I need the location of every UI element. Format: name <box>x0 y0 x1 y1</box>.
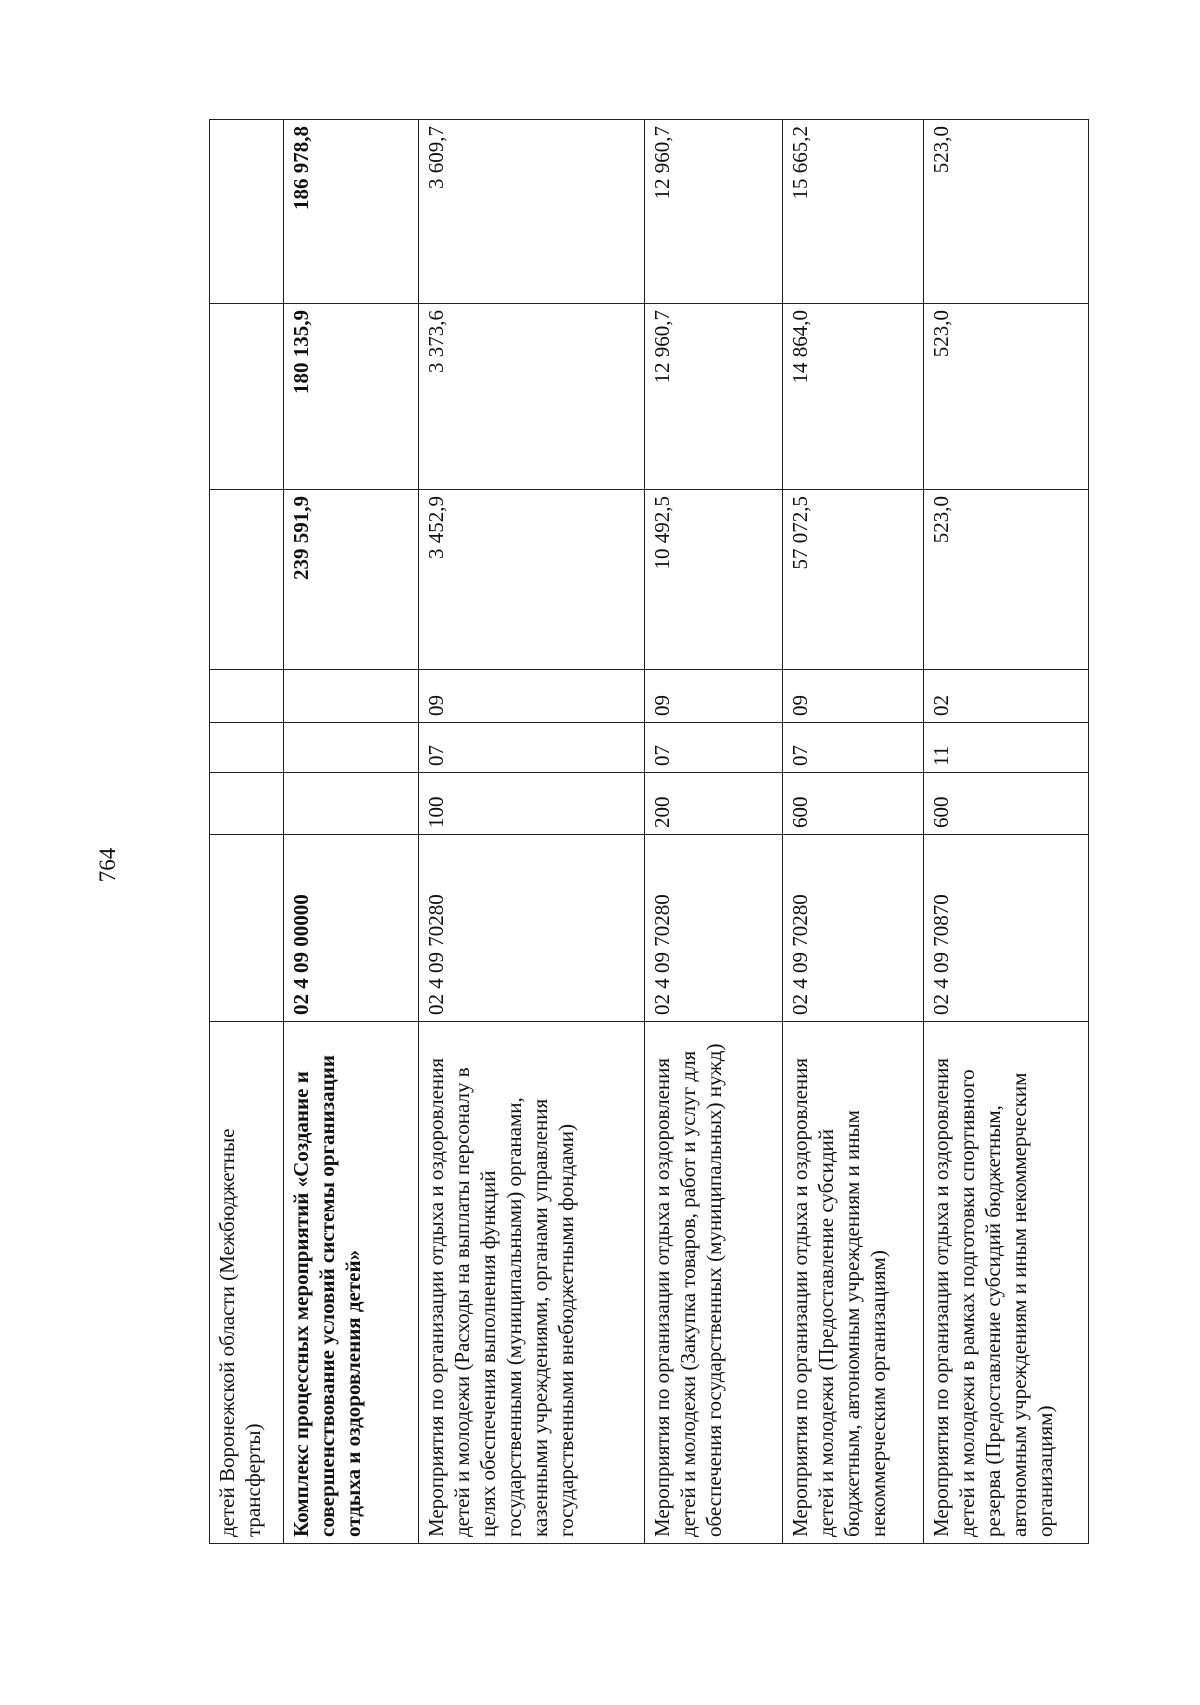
cell-name: детей Воронежской области (Межбюджетные трансферты) <box>210 1022 284 1544</box>
table-row <box>210 120 284 1544</box>
cell-code: 02 4 09 70870 <box>923 835 1088 1022</box>
cell-name: Мероприятия по организации отдыха и оздоровления детей и молодежи (Закупка товаров, работ и услуг для обеспечения государственных (муниципальных) нужд) <box>645 1022 783 1544</box>
cell-name: Мероприятия по организации отдыха и оздоровления детей и молодежи (Расходы на выплаты персоналу в целях обеспечения выполнения функций государственными (муниципальными) органами, казенными учреждениями, органами управления государственными внебюджетными фондами) <box>418 1022 645 1544</box>
cell-code <box>210 835 284 1022</box>
cell-pr: 09 <box>645 670 783 723</box>
cell-value-2: 180 135,9 <box>284 304 418 490</box>
cell-pr: 09 <box>782 670 923 723</box>
cell-value-3 <box>210 120 284 304</box>
cell-value-2: 14 864,0 <box>782 304 923 490</box>
cell-vr <box>284 773 418 835</box>
budget-table <box>209 119 1089 1544</box>
cell-vr <box>210 773 284 835</box>
cell-vr: 200 <box>645 773 783 835</box>
cell-value-3: 186 978,8 <box>284 120 418 304</box>
cell-code: 02 4 09 70280 <box>782 835 923 1022</box>
cell-name: Мероприятия по организации отдыха и оздоровления детей и молодежи (Предоставление субсидий бюджетным, автономным учреждениям и иным некоммерческим организациям) <box>782 1022 923 1544</box>
cell-value-3: 12 960,7 <box>645 120 783 304</box>
table-row <box>284 120 418 1544</box>
cell-code: 02 4 09 70280 <box>645 835 783 1022</box>
table-row <box>923 120 1088 1544</box>
cell-value-1: 57 072,5 <box>782 490 923 670</box>
cell-rz: 07 <box>418 723 645 773</box>
cell-value-1: 523,0 <box>923 490 1088 670</box>
cell-code: 02 4 09 70280 <box>418 835 645 1022</box>
table-row <box>418 120 645 1544</box>
cell-value-2: 523,0 <box>923 304 1088 490</box>
cell-vr: 600 <box>782 773 923 835</box>
table-row <box>645 120 783 1544</box>
cell-pr: 09 <box>418 670 645 723</box>
rotated-table-container <box>209 120 1089 1544</box>
cell-name: Мероприятия по организации отдыха и оздоровления детей и молодежи в рамках подготовки спортивного резерва (Предоставление субсидий бюджетным, автономным учреждениям и иным некоммерческим организациям) <box>923 1022 1088 1544</box>
cell-rz <box>284 723 418 773</box>
cell-name: Комплекс процессных мероприятий «Создание и совершенствование условий системы организации отдыха и оздоровления детей» <box>284 1022 418 1544</box>
cell-value-3: 523,0 <box>923 120 1088 304</box>
cell-value-2 <box>210 304 284 490</box>
cell-vr: 100 <box>418 773 645 835</box>
cell-value-1 <box>210 490 284 670</box>
cell-rz: 11 <box>923 723 1088 773</box>
cell-value-1: 239 591,9 <box>284 490 418 670</box>
cell-rz <box>210 723 284 773</box>
cell-pr <box>284 670 418 723</box>
cell-value-1: 3 452,9 <box>418 490 645 670</box>
cell-value-3: 15 665,2 <box>782 120 923 304</box>
table-row <box>782 120 923 1544</box>
cell-pr: 02 <box>923 670 1088 723</box>
cell-value-1: 10 492,5 <box>645 490 783 670</box>
cell-pr <box>210 670 284 723</box>
cell-vr: 600 <box>923 773 1088 835</box>
cell-value-2: 12 960,7 <box>645 304 783 490</box>
cell-rz: 07 <box>645 723 783 773</box>
cell-value-3: 3 609,7 <box>418 120 645 304</box>
page-number: 764 <box>95 847 120 883</box>
cell-code: 02 4 09 00000 <box>284 835 418 1022</box>
cell-rz: 07 <box>782 723 923 773</box>
cell-value-2: 3 373,6 <box>418 304 645 490</box>
